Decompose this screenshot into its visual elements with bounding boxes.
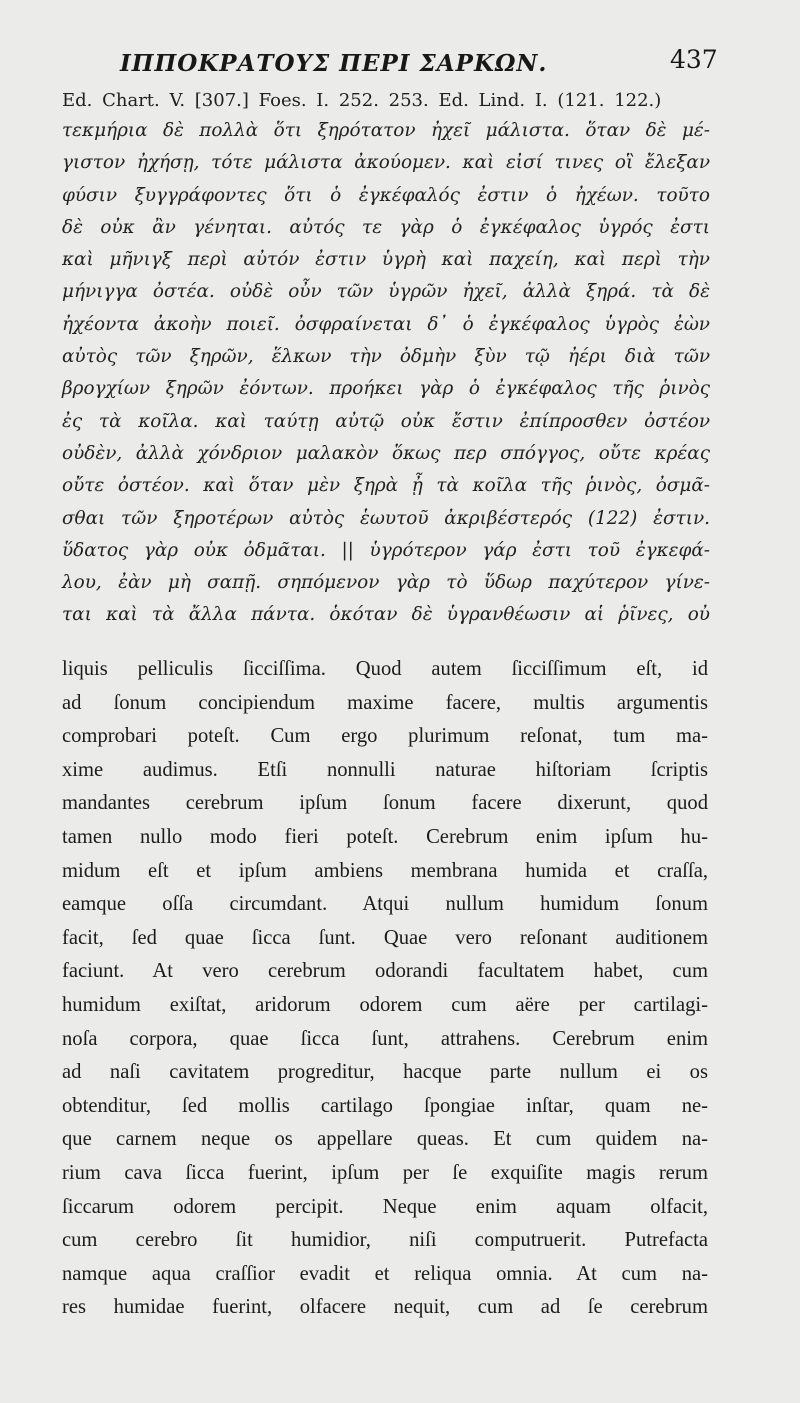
latin-line: eamque oſſa circumdant. Atqui nullum humidum ſonum: [62, 893, 708, 916]
latin-line: humidum exiſtat, aridorum odorem cum aëre per cartilagi-: [62, 993, 708, 1016]
greek-line: ἠχέοντα ἀκοὴν ποιεῖ. ὀσφραίνεται δ᾽ ὁ ἐγκέφαλος ὑγρὸς ἐὼν: [62, 313, 710, 335]
greek-line: καὶ μῆνιγξ περὶ αὐτόν ἐστιν ὑγρὴ καὶ παχείη, καὶ περὶ τὴν: [62, 249, 710, 271]
latin-line: faciunt. At vero cerebrum odorandi facultatem habet, cum: [62, 960, 708, 983]
latin-line: ad naſi cavitatem progreditur, hacque parte nullum ei os: [62, 1061, 708, 1084]
greek-line: ται καὶ τὰ ἄλλα πάντα. ὁκόταν δὲ ὑγρανθέωσιν αἱ ῥῖνες, οὐ: [62, 604, 710, 626]
latin-line: obtenditur, ſed mollis cartilago ſpongiae inſtar, quam ne-: [62, 1094, 708, 1117]
greek-line: βρογχίων ξηρῶν ἐόντων. προήκει γὰρ ὁ ἐγκέφαλος τῆς ῥινὸς: [62, 378, 710, 400]
latin-line: rium cava ſicca fuerint, ipſum per ſe exquiſite magis rerum: [62, 1161, 708, 1184]
greek-line: ἐς τὰ κοῖλα. καὶ ταύτῃ αὐτῷ οὐκ ἔστιν ἐπίπροσθεν ὀστέον: [62, 410, 710, 432]
greek-line: φύσιν ξυγγράφοντες ὅτι ὁ ἐγκέφαλός ἐστιν ὁ ἠχέων. τοῦτο: [62, 184, 710, 206]
greek-line: αὐτὸς τῶν ξηρῶν, ἕλκων τὴν ὀδμὴν ξὺν τῷ ἠέρι διὰ τῶν: [62, 346, 710, 368]
latin-line: xime audimus. Etſi nonnulli naturae hiſtoriam ſcriptis: [62, 758, 708, 781]
greek-line: οὐδὲν, ἀλλὰ χόνδριον μαλακὸν ὅκως περ σπόγγος, οὔτε κρέας: [62, 442, 710, 464]
greek-line: λου, ἐὰν μὴ σαπῇ. σηπόμενον γὰρ τὸ ὕδωρ παχύτερον γίνε-: [62, 572, 710, 594]
latin-line: ad ſonum concipiendum maxime facere, multis argumentis: [62, 691, 708, 714]
greek-line: μήνιγγα ὀστέα. οὐδὲ οὖν τῶν ὑγρῶν ἠχεῖ, ἀλλὰ ξηρά. τὰ δὲ: [62, 281, 710, 303]
greek-line: ὕδατος γὰρ οὐκ ὀδμᾶται. || ὑγρότερον γάρ ἐστι τοῦ ἐγκεφά-: [62, 539, 710, 561]
latin-line: namque aqua craſſior evadit et reliqua omnia. At cum na-: [62, 1262, 708, 1285]
edition-reference-line: Ed. Chart. V. [307.] Foes. I. 252. 253. Ed. Lind. I. (121. 122.): [62, 90, 662, 111]
running-head: ΙΠΠΟΚΡΑΤΟΥΣ ΠΕΡΙ ΣΑΡΚΩΝ.: [120, 50, 548, 77]
greek-line: δὲ οὐκ ἂν γένηται. αὐτός τε γὰρ ὁ ἐγκέφαλος ὑγρός ἐστι: [62, 216, 710, 238]
page-number: 437: [670, 45, 718, 74]
latin-line: noſa corpora, quae ſicca ſunt, attrahens. Cerebrum enim: [62, 1027, 708, 1050]
latin-line: comprobari poteſt. Cum ergo plurimum reſonat, tum ma-: [62, 725, 708, 748]
latin-line: ſiccarum odorem percipit. Neque enim aquam olfacit,: [62, 1195, 708, 1218]
greek-line: οὔτε ὀστέον. καὶ ὅταν μὲν ξηρὰ ᾖ τὰ κοῖλα τῆς ῥινὸς, ὀσμᾶ-: [62, 475, 710, 497]
latin-line: res humidae fuerint, olfacere nequit, cum ad ſe cerebrum: [62, 1296, 708, 1319]
latin-line: liquis pelliculis ſicciſſima. Quod autem ſicciſſimum eſt, id: [62, 658, 708, 680]
greek-line: γιστον ἠχήσῃ, τότε μάλιστα ἀκούομεν. καὶ εἰσί τινες οἳ ἔλεξαν: [62, 152, 710, 174]
latin-line: facit, ſed quae ſicca ſunt. Quae vero reſonant auditionem: [62, 926, 708, 949]
latin-line: que carnem neque os appellare queas. Et cum quidem na-: [62, 1128, 708, 1151]
greek-text-block: [62, 115, 710, 632]
greek-line: σθαι τῶν ξηροτέρων αὐτὸς ἑωυτοῦ ἀκριβέστερός (122) ἐστιν.: [62, 507, 710, 529]
latin-translation-block: [62, 653, 708, 1325]
latin-line: midum eſt et ipſum ambiens membrana humida et craſſa,: [62, 859, 708, 882]
latin-line: mandantes cerebrum ipſum ſonum facere dixerunt, quod: [62, 792, 708, 815]
latin-line: tamen nullo modo fieri poteſt. Cerebrum enim ipſum hu-: [62, 825, 708, 848]
latin-line: cum cerebro ſit humidior, niſi computruerit. Putrefacta: [62, 1229, 708, 1252]
greek-line: τεκμήρια δὲ πολλὰ ὅτι ξηρότατον ἠχεῖ μάλιστα. ὅταν δὲ μέ-: [62, 120, 710, 141]
